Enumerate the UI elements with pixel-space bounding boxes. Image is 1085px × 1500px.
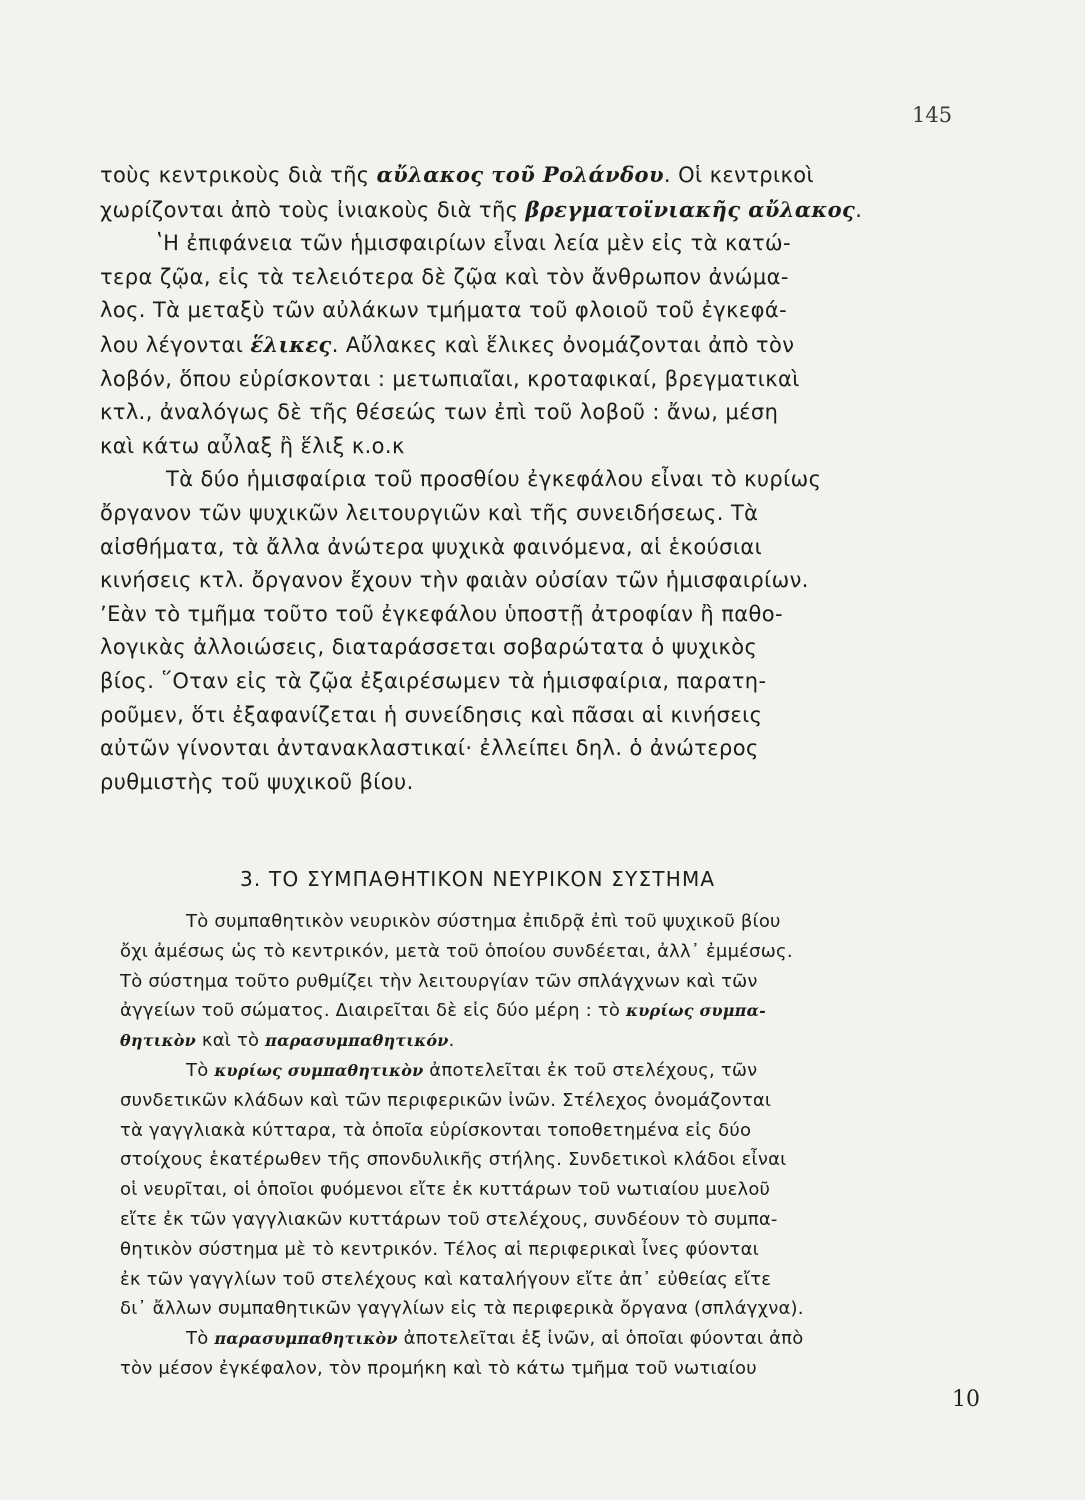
- text-line: ροῦμεν, ὅτι ἐξαφανίζεται ἡ συνείδησις καὶ πᾶσαι αἱ κινήσεις: [100, 702, 763, 727]
- section-heading: 3. ΤΟ ΣΥΜΠΑΘΗΤΙΚΟΝ ΝΕΥΡΙΚΟΝ ΣΥΣΤΗΜΑ: [240, 867, 716, 891]
- text-line: κτλ., ἀναλόγως δὲ τῆς θέσεώς των ἐπὶ τοῦ λοβοῦ : ἄνω, μέση: [100, 400, 779, 425]
- text-line: οἱ νευρῖται, οἱ ὁποῖοι φυόμενοι εἴτε ἐκ κυττάρων τοῦ νωτιαίου μυελοῦ: [120, 1179, 771, 1201]
- text-line: στοίχους ἑκατέρωθεν τῆς σπονδυλικῆς στήλης. Συνδετικοὶ κλάδοι εἶναι: [120, 1149, 787, 1171]
- text-line: ὄργανον τῶν ψυχικῶν λειτουργιῶν καὶ τῆς συνειδήσεως. Τὰ: [100, 500, 759, 525]
- page-number: 145: [912, 103, 953, 127]
- text-line: τὰ γαγγλιακὰ κύτταρα, τὰ ὁποῖα εὑρίσκονται τοποθετημένα εἰς δύο: [120, 1119, 752, 1141]
- text-line: θητικὸν σύστημα μὲ τὸ κεντρικόν. Τέλος αἱ περιφερικαὶ ἶνες φύονται: [120, 1238, 759, 1260]
- text-line: τερα ζῷα, εἰς τὰ τελειότερα δὲ ζῷα καὶ τὸν ἄνθρωπον ἀνώμα-: [100, 264, 789, 289]
- text-line: ρυθμιστὴς τοῦ ψυχικοῦ βίου.: [100, 769, 414, 794]
- emphasis: κυρίως συμπα-: [626, 1001, 766, 1021]
- text-block-sympathetic: [120, 907, 990, 1384]
- text-line: λογικὰς ἀλλοιώσεις, διαταράσσεται σοβαρώτατα ὁ ψυχικὸς: [100, 635, 758, 660]
- text-line: Τὸ σύστημα τοῦτο ρυθμίζει τὴν λειτουργίαν τῶν σπλάγχνων καὶ τῶν: [120, 970, 758, 992]
- text-line: λου λέγονται ἕλικες. Αὔλακες καὶ ἕλικες ὀνομάζονται ἀπὸ τὸν: [100, 331, 795, 357]
- text-line: ἐκ τῶν γαγγλίων τοῦ στελέχους καὶ καταλήγουν εἴτε ἀπ᾽ εὐθείας εἴτε: [120, 1268, 772, 1290]
- text-line: Τὸ παρασυμπαθητικὸν ἀποτελεῖται ἐξ ἰνῶν, αἱ ὁποῖαι φύονται ἀπὸ: [186, 1328, 804, 1350]
- text-line: χωρίζονται ἀπὸ τοὺς ἰνιακοὺς διὰ τῆς βρεγματοϊνιακῆς αὔλακος.: [100, 196, 863, 222]
- text-block-hemispheres: [100, 158, 970, 799]
- text-line: εἴτε ἐκ τῶν γαγγλιακῶν κυττάρων τοῦ στελέχους, συνδέουν τὸ συμπα-: [120, 1208, 778, 1230]
- text-line: κινήσεις κτλ. ὄργανον ἔχουν τὴν φαιὰν οὐσίαν τῶν ἡμισφαιρίων.: [100, 568, 809, 593]
- emphasis: θητικὸν: [120, 1031, 196, 1051]
- emphasis: βρεγματοϊνιακῆς αὔλακος: [525, 196, 856, 222]
- text-line: Τὸ συμπαθητικὸν νευρικὸν σύστημα ἐπιδρᾷ ἐπὶ τοῦ ψυχικοῦ βίου: [186, 911, 781, 932]
- text-line: θητικὸν καὶ τὸ παρασυμπαθητικόν.: [120, 1030, 455, 1052]
- signature-number: 10: [952, 1387, 980, 1412]
- text-line: ὄχι ἀμέσως ὡς τὸ κεντρικόν, μετὰ τοῦ ὁποίου συνδέεται, ἀλλ᾽ ἐμμέσως.: [120, 940, 793, 962]
- text-line: λοβόν, ὅπου εὑρίσκονται : μετωπιαῖαι, κροταφικαί, βρεγματικαὶ: [100, 366, 800, 391]
- emphasis: κυρίως συμπαθητικὸν: [214, 1060, 424, 1080]
- emphasis: αὔλακος τοῦ Ρολάνδου: [376, 162, 664, 187]
- text-line: τὸν μέσον ἐγκέφαλον, τὸν προμήκη καὶ τὸ κάτω τμῆμα τοῦ νωτιαίου: [120, 1357, 757, 1379]
- text-line: αὐτῶν γίνονται ἀντανακλαστικαί· ἐλλείπει δηλ. ὁ ἀνώτερος: [100, 736, 759, 761]
- text-line: λος. Τὰ μεταξὺ τῶν αὐλάκων τμήματα τοῦ φλοιοῦ τοῦ ἐγκεφά-: [100, 298, 788, 323]
- text-line: καὶ κάτω αὖλαξ ἢ ἕλιξ κ.ο.κ: [100, 433, 405, 458]
- text-line: δι᾽ ἄλλων συμπαθητικῶν γαγγλίων εἰς τὰ περιφερικὰ ὄργανα (σπλάγχνα).: [120, 1298, 804, 1320]
- text-line: Τὰ δύο ἡμισφαίρια τοῦ προσθίου ἐγκεφάλου εἶναι τὸ κυρίως: [166, 467, 822, 492]
- text-line: τοὺς κεντρικοὺς διὰ τῆς αὔλακος τοῦ Ρολάνδου. Οἱ κεντρικοὶ: [100, 162, 815, 187]
- text-line: ἀγγείων τοῦ σώματος. Διαιρεῖται δὲ εἰς δύο μέρη : τὸ κυρίως συμπα-: [120, 1000, 766, 1022]
- emphasis: παρασυμπαθητικὸν: [214, 1329, 398, 1349]
- emphasis: ἕλικες: [250, 331, 332, 357]
- text-line: αἰσθήματα, τὰ ἄλλα ἀνώτερα ψυχικὰ φαινόμενα, αἱ ἑκούσιαι: [100, 534, 763, 559]
- text-line: βίος. ῞Οταν εἰς τὰ ζῷα ἐξαιρέσωμεν τὰ ἡμισφαίρια, παρατη-: [100, 668, 767, 693]
- text-line: συνδετικῶν κλάδων καὶ τῶν περιφερικῶν ἰνῶν. Στέλεχος ὀνομάζονται: [120, 1089, 772, 1111]
- text-line: ʽΗ ἐπιφάνεια τῶν ἡμισφαιρίων εἶναι λεία μὲν εἰς τὰ κατώ-: [156, 231, 791, 256]
- text-line: ʼΕὰν τὸ τμῆμα τοῦτο τοῦ ἐγκεφάλου ὑποστῇ ἀτροφίαν ἢ παθο-: [100, 601, 783, 626]
- text-line: Τὸ κυρίως συμπαθητικὸν ἀποτελεῖται ἐκ τοῦ στελέχους, τῶν: [186, 1059, 758, 1081]
- emphasis: παρασυμπαθητικόν: [265, 1031, 449, 1051]
